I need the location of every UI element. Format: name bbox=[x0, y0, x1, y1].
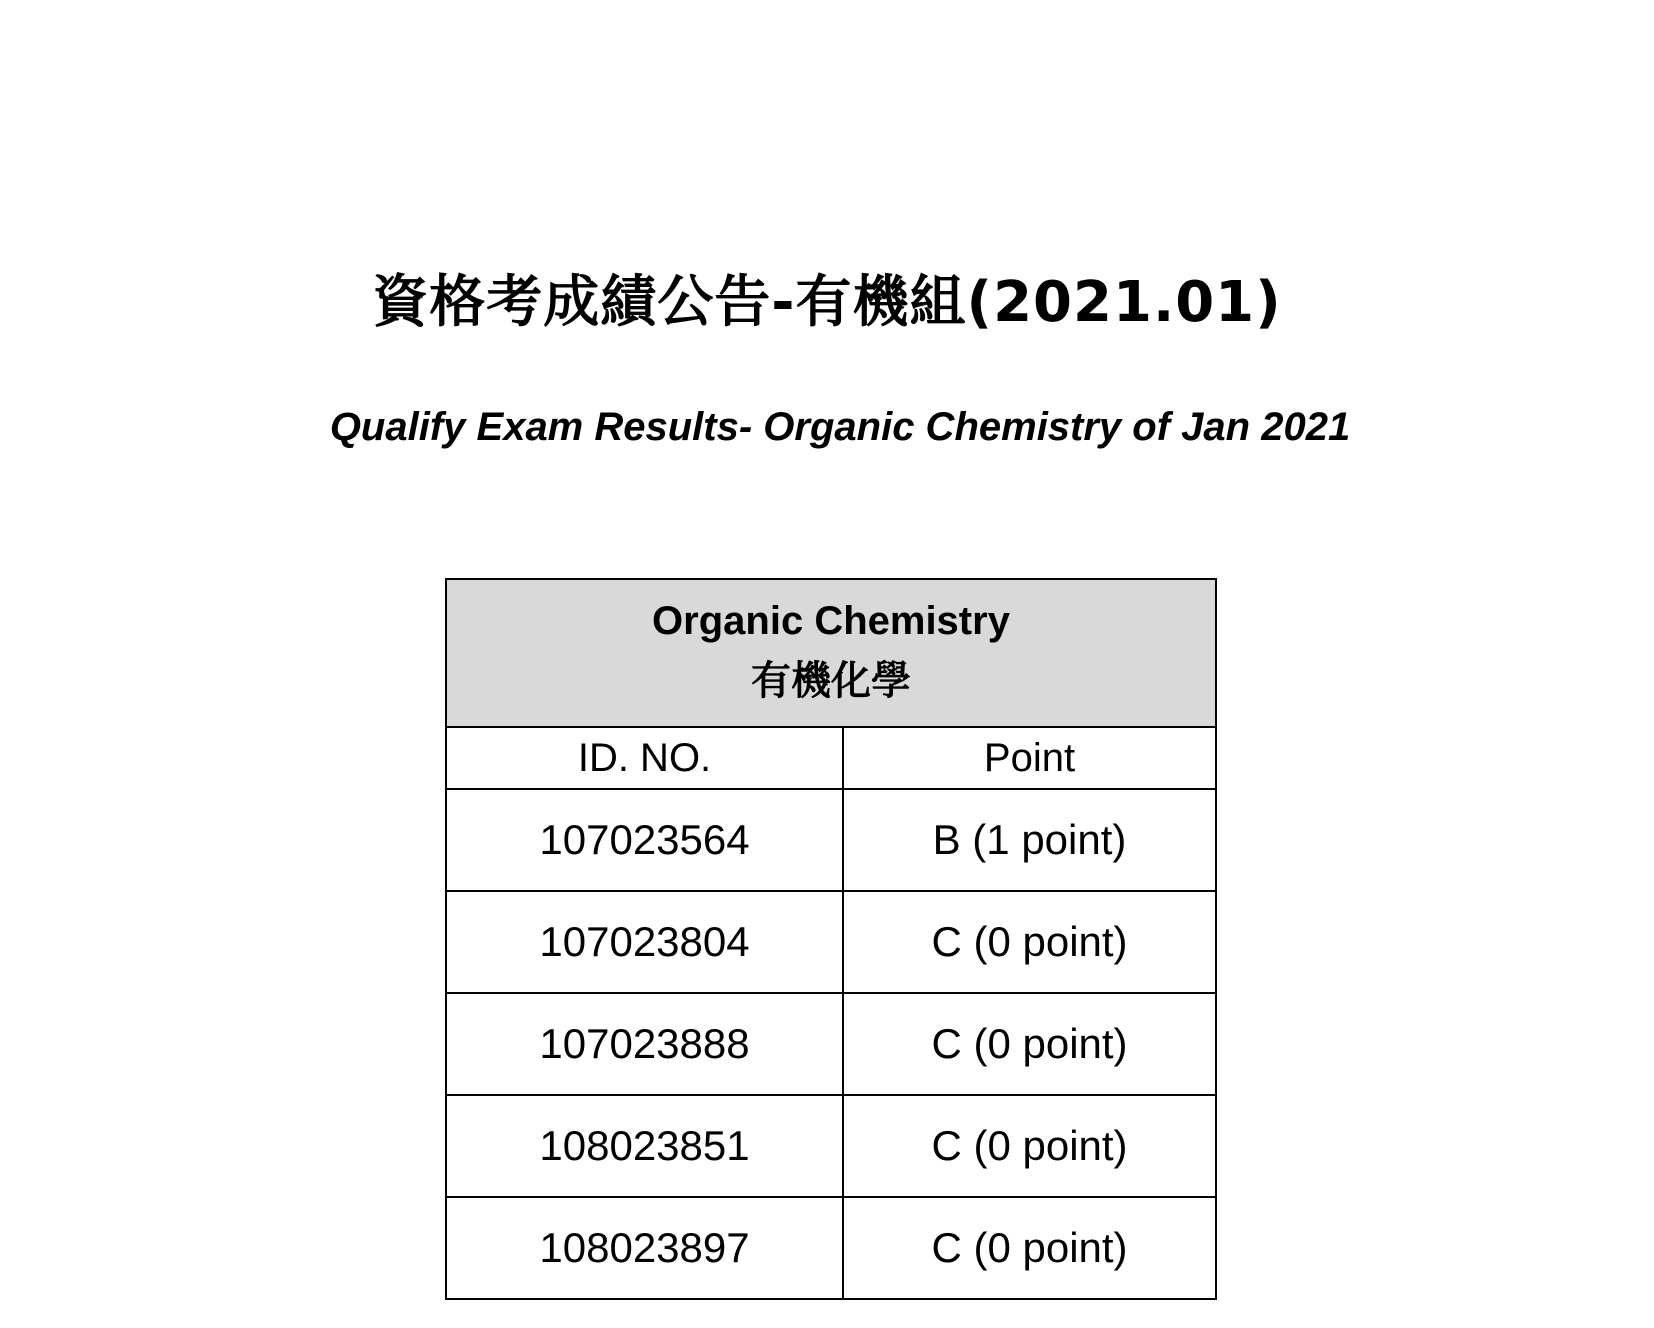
column-header-point: Point bbox=[843, 727, 1216, 789]
table-row bbox=[446, 1095, 1216, 1197]
table-row bbox=[446, 1197, 1216, 1299]
point-cell: B (1 point) bbox=[843, 789, 1216, 891]
table-row bbox=[446, 789, 1216, 891]
table-row bbox=[446, 993, 1216, 1095]
point-cell: C (0 point) bbox=[843, 1095, 1216, 1197]
subject-name-chinese: 有機化學 bbox=[751, 658, 911, 704]
point-cell: C (0 point) bbox=[843, 891, 1216, 993]
subject-header-cell bbox=[446, 579, 1216, 727]
page-title-english: Qualify Exam Results- Organic Chemistry of Jan 2021 bbox=[329, 405, 1351, 449]
id-cell: 107023888 bbox=[446, 993, 843, 1095]
subject-header-row bbox=[446, 579, 1216, 727]
column-header-id: ID. NO. bbox=[446, 727, 843, 789]
id-cell: 108023851 bbox=[446, 1095, 843, 1197]
point-cell: C (0 point) bbox=[843, 1197, 1216, 1299]
results-table bbox=[445, 578, 1217, 1300]
page-title-chinese: 資格考成績公告-有機組(2021.01) bbox=[372, 270, 1282, 335]
subject-name-english: Organic Chemistry bbox=[652, 599, 1010, 643]
id-cell: 107023804 bbox=[446, 891, 843, 993]
id-cell: 107023564 bbox=[446, 789, 843, 891]
column-header-row bbox=[446, 727, 1216, 789]
point-cell: C (0 point) bbox=[843, 993, 1216, 1095]
id-cell: 108023897 bbox=[446, 1197, 843, 1299]
table-row bbox=[446, 891, 1216, 993]
